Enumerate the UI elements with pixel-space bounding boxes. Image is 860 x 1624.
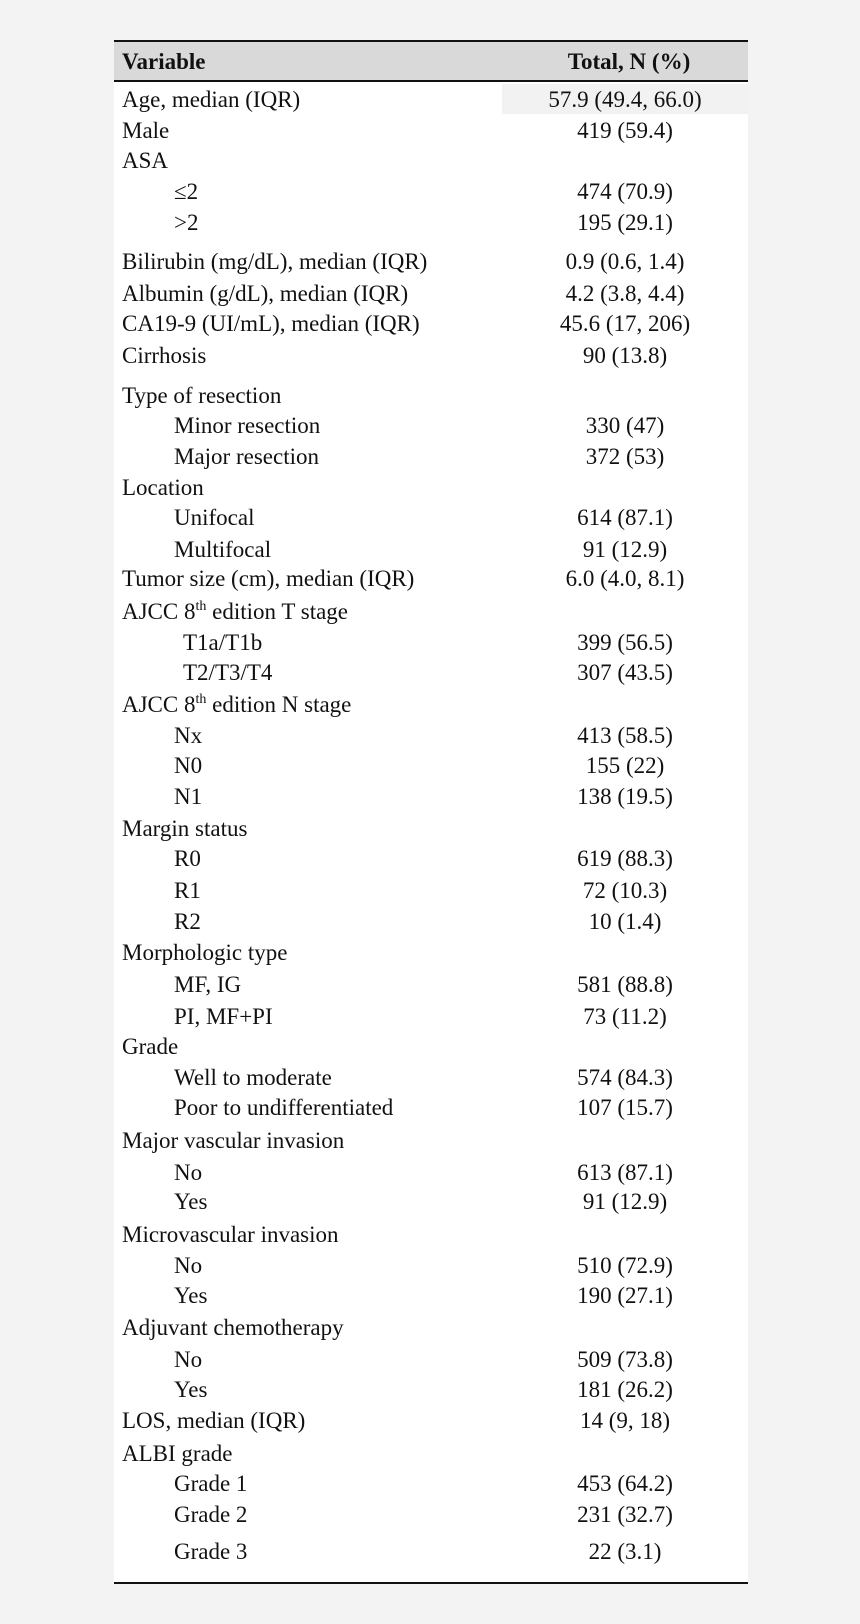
row-value: 613 (87.1)	[577, 1160, 673, 1185]
row-value: 190 (27.1)	[577, 1283, 673, 1308]
table-row	[114, 813, 748, 844]
row-label-text: PI, MF+PI	[174, 1004, 273, 1029]
table-row	[114, 1374, 748, 1405]
row-value: 0.9 (0.6, 1.4)	[565, 249, 685, 274]
row-label-text: Nx	[174, 723, 203, 748]
row-label	[174, 969, 241, 1000]
row-label-text: Grade 1	[174, 1471, 248, 1496]
row-label	[174, 1250, 202, 1281]
table-row	[114, 340, 748, 371]
table-row	[114, 1499, 748, 1530]
row-value: 4.2 (3.8, 4.4)	[565, 281, 685, 306]
row-label	[122, 1125, 344, 1156]
row-label-text: Location	[122, 475, 204, 500]
row-label	[174, 207, 198, 238]
row-label	[122, 563, 414, 594]
row-value: 72 (10.3)	[582, 878, 668, 903]
table-row	[114, 308, 748, 339]
table-row	[114, 1405, 748, 1436]
row-label-text: Bilirubin (mg/dL), median (IQR)	[122, 249, 428, 274]
row-value: 90 (13.8)	[582, 343, 668, 368]
row-label-text: Tumor size (cm), median (IQR)	[122, 566, 415, 591]
row-label-superscript: th	[195, 692, 207, 707]
row-label-text: ALBI grade	[122, 1441, 233, 1466]
row-value: 614 (87.1)	[577, 505, 673, 530]
row-label-text: Grade	[122, 1034, 179, 1059]
row-label	[122, 472, 204, 503]
table-row	[114, 875, 748, 906]
row-value: 372 (53)	[585, 444, 665, 469]
row-value: 107 (15.7)	[577, 1095, 673, 1120]
row-label-text: CA19-9 (UI/mL), median (IQR)	[122, 311, 420, 336]
row-value: 91 (12.9)	[582, 1189, 668, 1214]
row-label-text: N0	[174, 753, 203, 778]
row-label	[122, 246, 427, 277]
table-row	[114, 246, 748, 277]
table-row	[114, 1438, 748, 1469]
row-value: 399 (56.5)	[577, 630, 673, 655]
table-row	[114, 843, 748, 874]
row-label-text: Adjuvant chemotherapy	[122, 1315, 344, 1340]
row-label	[174, 1186, 207, 1217]
row-value: 413 (58.5)	[577, 723, 673, 748]
row-value: 231 (32.7)	[577, 1502, 673, 1527]
row-value: 45.6 (17, 206)	[559, 311, 691, 336]
row-value: 419 (59.4)	[577, 118, 673, 143]
row-label-text: Major vascular invasion	[122, 1128, 345, 1153]
table-row	[114, 937, 748, 968]
row-value: 510 (72.9)	[577, 1253, 673, 1278]
row-label-text: MF, IG	[174, 972, 242, 997]
row-value: 619 (88.3)	[577, 846, 673, 871]
row-label	[174, 1499, 247, 1530]
table-row	[114, 1250, 748, 1281]
row-label-text: N1	[174, 784, 203, 809]
row-label-text: Poor to undifferentiated	[174, 1095, 394, 1120]
table-row	[114, 472, 748, 503]
bottom-rule	[114, 1582, 748, 1584]
row-value: 474 (70.9)	[577, 179, 673, 204]
row-value: 138 (19.5)	[577, 784, 673, 809]
row-label	[174, 720, 202, 751]
table-row	[114, 720, 748, 751]
row-value: 91 (12.9)	[582, 537, 668, 562]
table-row	[114, 563, 748, 594]
row-value: 581 (88.8)	[577, 972, 673, 997]
table-row	[114, 84, 748, 115]
table-row	[114, 441, 748, 472]
row-label	[174, 1280, 207, 1311]
row-label	[174, 176, 198, 207]
table-row	[114, 750, 748, 781]
row-label	[122, 1312, 344, 1343]
header-variable: Variable	[122, 49, 206, 74]
row-label	[174, 781, 202, 812]
row-value: 330 (47)	[585, 413, 665, 438]
row-label-text: Albumin (g/dL), median (IQR)	[122, 281, 409, 306]
table-row	[114, 1062, 748, 1093]
table-row	[114, 1344, 748, 1375]
row-label	[122, 380, 281, 411]
row-label-text: AJCC 8	[122, 692, 196, 717]
table-row	[114, 176, 748, 207]
table-row	[114, 1186, 748, 1217]
table-row	[114, 534, 748, 565]
table-row	[114, 969, 748, 1000]
row-label	[122, 937, 287, 968]
row-value: 574 (84.3)	[577, 1065, 673, 1090]
row-label	[122, 596, 348, 627]
row-label-text: Well to moderate	[174, 1065, 332, 1090]
row-label	[174, 875, 201, 906]
row-label-text: No	[174, 1347, 203, 1372]
row-label	[174, 502, 254, 533]
row-label	[122, 1405, 305, 1436]
row-value: 14 (9, 18)	[579, 1408, 671, 1433]
row-label-text: Grade 3	[174, 1539, 248, 1564]
table-header	[114, 40, 748, 82]
row-label	[122, 1031, 178, 1062]
table-row	[114, 145, 748, 176]
row-label-text: ≤2	[174, 179, 199, 204]
row-label	[174, 1374, 207, 1405]
row-label-text: T2/T3/T4	[183, 660, 273, 685]
row-label-text: No	[174, 1253, 203, 1278]
table-row	[114, 278, 748, 309]
table-row	[114, 1219, 748, 1250]
row-label-text: Grade 2	[174, 1502, 248, 1527]
row-label-text: No	[174, 1160, 203, 1185]
row-label	[122, 340, 206, 371]
row-label-text: Unifocal	[174, 505, 255, 530]
table-row	[114, 380, 748, 411]
row-label	[122, 84, 300, 115]
row-label-text: Cirrhosis	[122, 343, 207, 368]
table-row	[114, 1001, 748, 1032]
row-label	[122, 308, 420, 339]
row-label	[174, 906, 201, 937]
row-label	[174, 750, 202, 781]
row-label-text: Margin status	[122, 816, 248, 841]
row-label	[122, 145, 168, 176]
table-row	[114, 1157, 748, 1188]
table-row	[114, 115, 748, 146]
row-label-text: T1a/T1b	[183, 630, 263, 655]
row-label-text: Yes	[174, 1283, 208, 1308]
row-label-text: R2	[174, 909, 201, 934]
row-label	[174, 1092, 393, 1123]
row-label	[122, 278, 408, 309]
row-label-text: Type of resection	[122, 383, 282, 408]
row-value: 22 (3.1)	[588, 1539, 662, 1564]
table-row	[114, 596, 748, 627]
row-value: 57.9 (49.4, 66.0)	[548, 87, 702, 112]
row-label	[174, 1536, 247, 1567]
table-row	[114, 410, 748, 441]
table-row	[114, 1536, 748, 1567]
row-label	[174, 410, 320, 441]
row-label-superscript: th	[195, 599, 207, 614]
table-row	[114, 627, 748, 658]
row-label-text: Microvascular invasion	[122, 1222, 339, 1247]
table-row	[114, 1280, 748, 1311]
row-value: 307 (43.5)	[577, 660, 673, 685]
row-label-text: Major resection	[174, 444, 319, 469]
row-label-text: >2	[174, 210, 199, 235]
row-value: 181 (26.2)	[577, 1377, 673, 1402]
table-row	[114, 1312, 748, 1343]
row-label	[122, 1438, 233, 1469]
row-label	[183, 627, 262, 658]
row-label	[174, 534, 271, 565]
table-body	[114, 84, 748, 1580]
row-label	[174, 1157, 202, 1188]
row-value: 453 (64.2)	[577, 1471, 673, 1496]
row-label-text: ASA	[122, 148, 169, 173]
table-row	[114, 502, 748, 533]
row-label	[174, 441, 319, 472]
row-label	[174, 1468, 247, 1499]
row-label-text: AJCC 8	[122, 599, 196, 624]
row-label	[122, 115, 169, 146]
row-label	[122, 813, 247, 844]
row-label	[183, 657, 272, 688]
table-row	[114, 1092, 748, 1123]
row-value: 509 (73.8)	[577, 1347, 673, 1372]
row-label-suffix: edition T stage	[206, 599, 348, 624]
table-row	[114, 1125, 748, 1156]
row-value: 73 (11.2)	[583, 1004, 667, 1029]
table-row	[114, 657, 748, 688]
characteristics-table	[114, 40, 748, 1584]
row-label	[174, 843, 201, 874]
row-label	[122, 689, 351, 720]
row-label-text: R0	[174, 846, 201, 871]
row-label-text: Male	[122, 118, 170, 143]
row-value: 6.0 (4.0, 8.1)	[565, 566, 685, 591]
table-row	[114, 781, 748, 812]
row-label	[174, 1001, 273, 1032]
row-value: 195 (29.1)	[577, 210, 673, 235]
table-row	[114, 689, 748, 720]
table-row	[114, 906, 748, 937]
row-label-text: Multifocal	[174, 537, 272, 562]
row-label-suffix: edition N stage	[206, 692, 352, 717]
row-label	[122, 1219, 339, 1250]
header-total: Total, N (%)	[567, 49, 691, 74]
row-label-text: Yes	[174, 1189, 208, 1214]
row-label-text: Yes	[174, 1377, 208, 1402]
row-label	[174, 1344, 202, 1375]
row-value: 155 (22)	[585, 753, 665, 778]
table-row	[114, 1468, 748, 1499]
table-row	[114, 1031, 748, 1062]
row-label-text: R1	[174, 878, 201, 903]
row-label-text: Minor resection	[174, 413, 321, 438]
row-label-text: Age, median (IQR)	[122, 87, 301, 112]
row-label-text: Morphologic type	[122, 940, 288, 965]
table-row	[114, 207, 748, 238]
row-label-text: LOS, median (IQR)	[122, 1408, 306, 1433]
row-value: 10 (1.4)	[588, 909, 662, 934]
row-label	[174, 1062, 332, 1093]
